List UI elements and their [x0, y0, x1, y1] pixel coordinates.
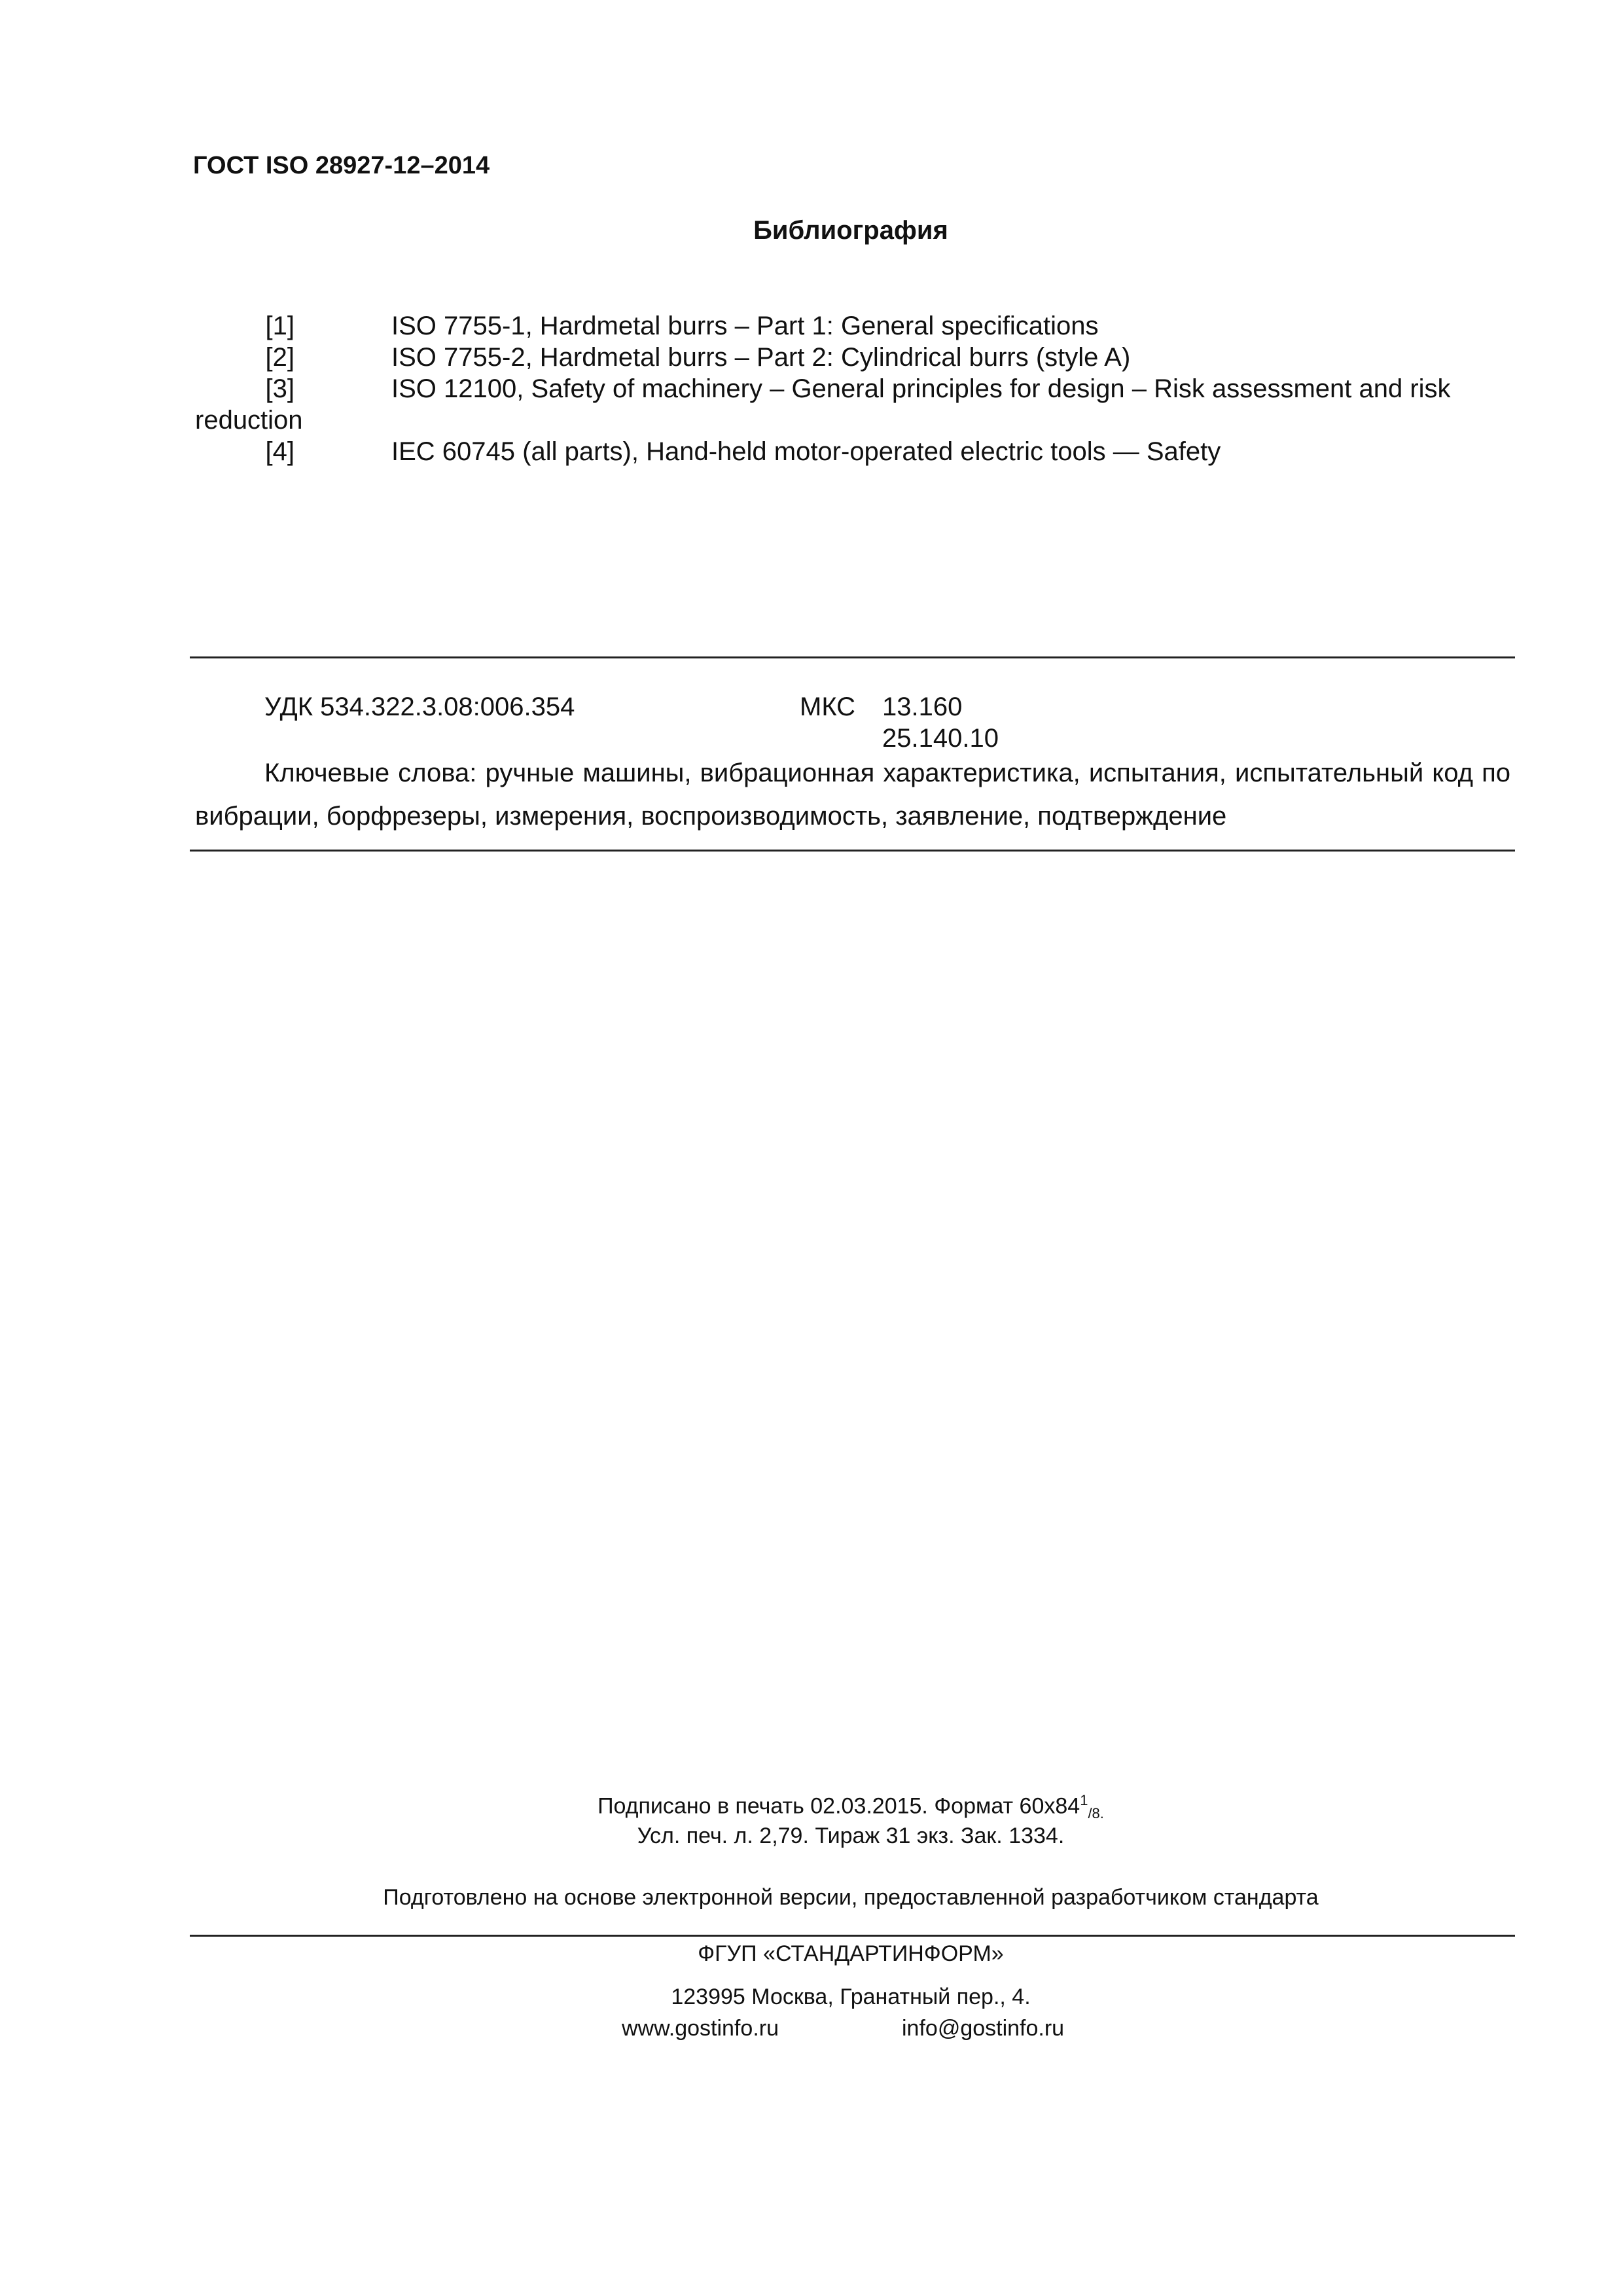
format-subscript: /8. — [1088, 1805, 1104, 1822]
publisher-name: ФГУП «СТАНДАРТИНФОРМ» — [698, 1941, 1004, 1966]
signed-text: Подписано в печать 02.03.2015. Формат 60х84 — [597, 1793, 1080, 1819]
mks-value-2: 25.140.10 — [882, 724, 999, 753]
bib-entry-2-number: [2] — [265, 343, 294, 372]
prepared-note: Подготовлено на основе электронной версии, предоставленной разработчиком стандарта — [383, 1885, 1319, 1910]
format-superscript: 1 — [1080, 1792, 1088, 1808]
bib-entry-1-text: ISO 7755-1, Hardmetal burrs – Part 1: General specifications — [391, 312, 1099, 340]
publisher-address: 123995 Москва, Гранатный пер., 4. — [671, 1984, 1031, 2009]
mks-value-1: 13.160 — [882, 692, 963, 721]
bib-entry-1-number: [1] — [265, 312, 294, 340]
standard-code: ГОСТ ISO 28927-12–2014 — [193, 152, 490, 179]
print-info: Усл. печ. л. 2,79. Тираж 31 экз. Зак. 1334. — [637, 1823, 1065, 1848]
bottom-divider — [190, 850, 1515, 852]
bib-entry-3-continuation: reduction — [195, 406, 303, 435]
signed-for-print — [0, 1792, 1623, 1822]
bib-entry-4-number: [4] — [265, 437, 294, 466]
bib-entry-2-text: ISO 7755-2, Hardmetal burrs – Part 2: Cylindrical burrs (style A) — [391, 343, 1131, 372]
mks-label: МКС — [800, 692, 856, 721]
top-divider — [190, 656, 1515, 658]
udk-code: УДК 534.322.3.08:006.354 — [264, 692, 575, 721]
bib-entry-4-text: IEC 60745 (all parts), Hand-held motor-operated electric tools — Safety — [391, 437, 1221, 466]
bib-entry-3-number: [3] — [265, 374, 294, 403]
publisher-website[interactable]: www.gostinfo.ru — [622, 2016, 779, 2041]
publisher-email[interactable]: info@gostinfo.ru — [902, 2016, 1065, 2041]
keywords: Ключевые слова: ручные машины, вибрационная характеристика, испытания, испытательный код по вибрации, борфрезеры, измерения, воспроизводимость, заявление, подтверждение — [195, 759, 1510, 831]
bibliography-title: Библиография — [753, 216, 948, 245]
imprint-divider — [190, 1935, 1515, 1937]
bib-entry-3-text: ISO 12100, Safety of machinery – General principles for design – Risk assessment and risk — [391, 374, 1451, 403]
